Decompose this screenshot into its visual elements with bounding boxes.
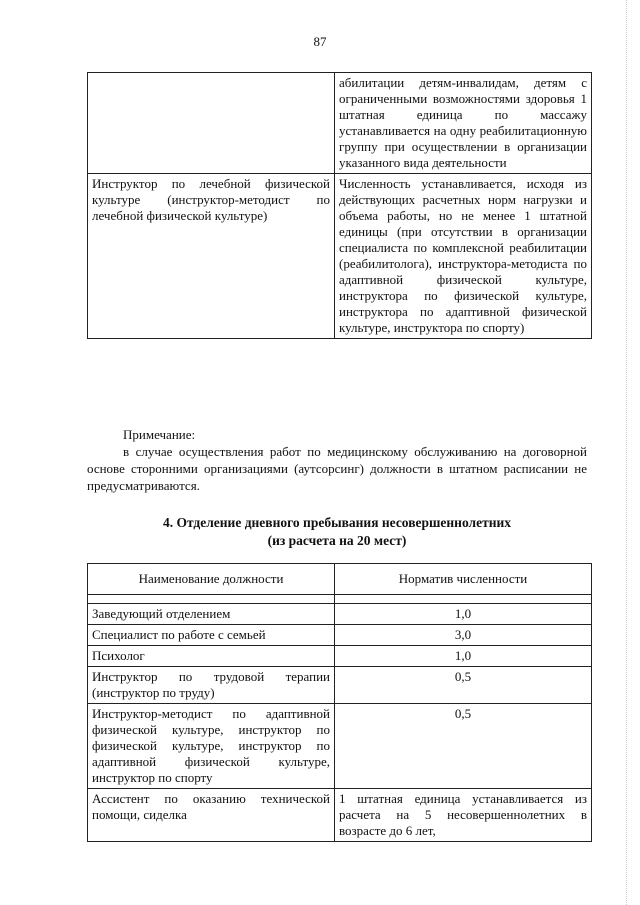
table-header-row xyxy=(88,564,592,595)
position-cell: Ассистент по оказанию технической помощи, сиделка xyxy=(88,789,335,842)
column-header-position: Наименование должности xyxy=(88,564,335,595)
norm-cell: 3,0 xyxy=(335,625,592,646)
table-spacer-row xyxy=(88,595,592,604)
section-heading xyxy=(87,514,587,550)
position-cell xyxy=(88,73,335,174)
position-cell: Заведующий отделением xyxy=(88,604,335,625)
table-row xyxy=(88,704,592,789)
staffing-table xyxy=(87,563,592,842)
position-cell: Специалист по работе с семьей xyxy=(88,625,335,646)
section-title: 4. Отделение дневного пребывания несовершеннолетних xyxy=(162,515,512,530)
norm-cell: 0,5 xyxy=(335,704,592,789)
table-row xyxy=(88,667,592,704)
position-cell: Инструктор-методист по адаптивной физической культуре, инструктор по физической культуре, инструктор по адаптивной физической культуре, инструктор по спорту xyxy=(88,704,335,789)
norm-cell: 1,0 xyxy=(335,646,592,667)
scan-edge-line xyxy=(626,0,627,905)
staffing-table-continued xyxy=(87,72,592,339)
note-body: в случае осуществления работ по медицинскому обслуживанию на договорной основе сторонними организациями (аутсорсинг) должности в штатном расписании не предусматриваются. xyxy=(87,444,587,493)
norm-cell: абилитации детям-инвалидам, детям с ограниченными возможностями здоровья 1 штатная единица по массажу устанавливается на одну реабилитационную группу при осуществлении в организации указанного вида деятельности xyxy=(335,73,592,174)
table-row xyxy=(88,174,592,339)
table-row xyxy=(88,604,592,625)
position-cell: Психолог xyxy=(88,646,335,667)
norm-cell: 0,5 xyxy=(335,667,592,704)
position-cell: Инструктор по лечебной физической культуре (инструктор-методист по лечебной физической культуре) xyxy=(88,174,335,339)
table-row xyxy=(88,789,592,842)
norm-cell: Численность устанавливается, исходя из действующих расчетных норм нагрузки и объема работы, но не менее 1 штатной единицы (при отсутствии в организации специалиста по комплексной реабилитации (реабилитолога), инструктора-методиста по адаптивной физической культуре, инструктора по физической культуре, инструктора по адаптивной физической культуре, инструктора по спорту) xyxy=(335,174,592,339)
norm-cell: 1 штатная единица устанавливается из расчета на 5 несовершеннолетних в возрасте до 6 лет, xyxy=(335,789,592,842)
section-subtitle: (из расчета на 20 мест) xyxy=(267,533,407,548)
page-number: 87 xyxy=(313,34,327,49)
position-cell: Инструктор по трудовой терапии (инструктор по труду) xyxy=(88,667,335,704)
column-header-norm: Норматив численности xyxy=(335,564,592,595)
table-row xyxy=(88,73,592,174)
table-row xyxy=(88,646,592,667)
table-row xyxy=(88,625,592,646)
norm-cell: 1,0 xyxy=(335,604,592,625)
note-title: Примечание: xyxy=(123,427,196,442)
